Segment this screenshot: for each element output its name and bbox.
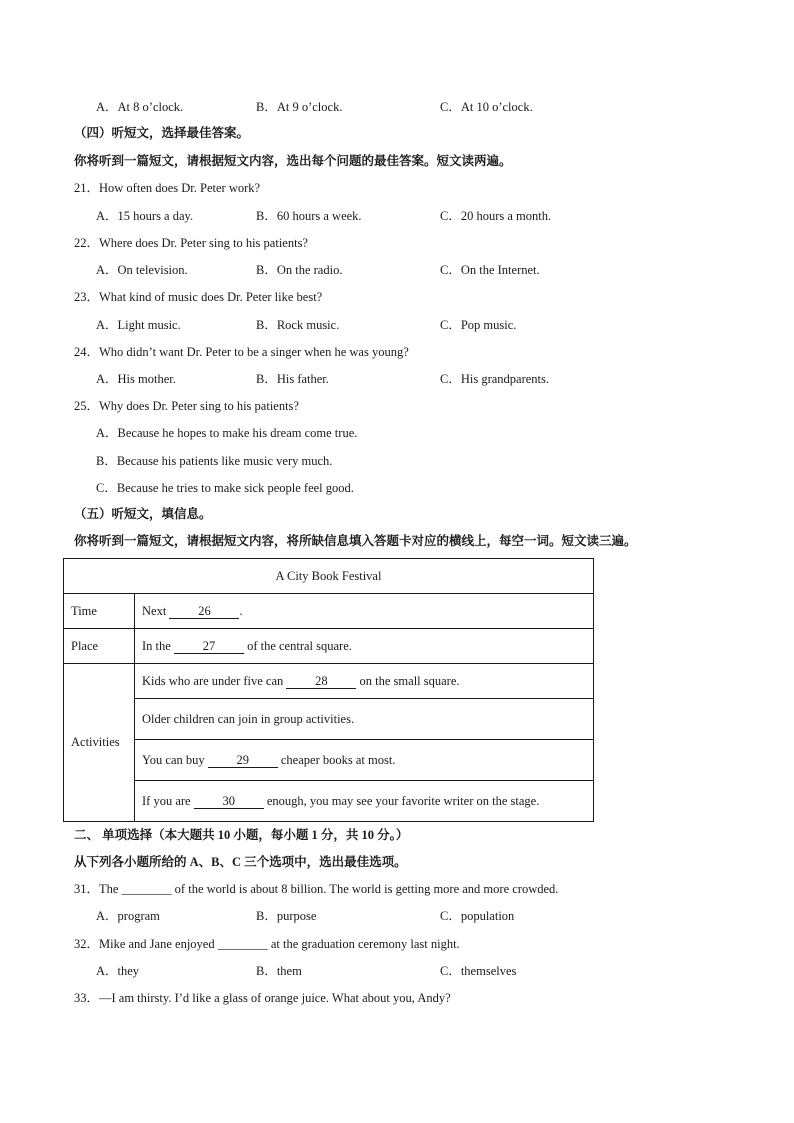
q23-stem: 23．What kind of music does Dr. Peter like best? bbox=[74, 290, 323, 304]
activities-label: Activities bbox=[64, 664, 135, 822]
q23-option-c: C．Pop music. bbox=[440, 318, 517, 332]
q22-option-a: A．On television. bbox=[96, 263, 188, 277]
time-text-before: Next bbox=[142, 603, 170, 618]
part2-instruction: 从下列各小题所给的 A、B、C 三个选项中，选出最佳选项。 bbox=[74, 855, 407, 869]
q25-stem: 25．Why does Dr. Peter sing to his patients? bbox=[74, 399, 299, 413]
part2-title: 二、 单项选择（本大题共 10 小题，每小题 1 分，共 10 分。） bbox=[74, 828, 409, 842]
q31-option-c: C．population bbox=[440, 909, 515, 923]
q23-option-b: B．Rock music. bbox=[256, 318, 340, 332]
blank-30: 30 bbox=[194, 795, 264, 809]
q33-stem: 33．—I am thirsty. I’d like a glass of orange juice. What about you, Andy? bbox=[74, 991, 451, 1005]
blank-26: 26 bbox=[169, 605, 239, 619]
activity-1-text-after: on the small square. bbox=[356, 673, 460, 688]
q23-option-a: A．Light music. bbox=[96, 318, 181, 332]
section4-instruction: 你将听到一篇短文，请根据短文内容，选出每个问题的最佳答案。短文读两遍。 bbox=[74, 154, 512, 168]
q24-stem: 24．Who didn’t want Dr. Peter to be a singer when he was young? bbox=[74, 345, 409, 359]
q32-option-c: C．themselves bbox=[440, 964, 517, 978]
q32-stem: 32．Mike and Jane enjoyed ________ at the graduation ceremony last night. bbox=[74, 937, 460, 951]
q31-stem: 31．The ________ of the world is about 8 billion. The world is getting more and more crowded. bbox=[74, 882, 559, 896]
q21-stem: 21．How often does Dr. Peter work? bbox=[74, 181, 261, 195]
q32-option-a: A．they bbox=[96, 964, 140, 978]
place-cell bbox=[135, 629, 594, 664]
q22-option-b: B．On the radio. bbox=[256, 263, 343, 277]
time-label: Time bbox=[64, 594, 135, 629]
q25-option-c: C．Because he tries to make sick people feel good. bbox=[96, 481, 354, 495]
blank-28: 28 bbox=[286, 675, 356, 689]
activity-4 bbox=[135, 781, 594, 822]
activity-4-text-after: enough, you may see your favorite writer on the stage. bbox=[263, 793, 540, 808]
book-festival-table bbox=[63, 558, 594, 822]
activity-3 bbox=[135, 740, 594, 781]
activity-1 bbox=[135, 664, 594, 699]
q21-option-a: A．15 hours a day. bbox=[96, 209, 194, 223]
section4-title: （四）听短文，选择最佳答案。 bbox=[74, 126, 250, 140]
q32-option-b: B．them bbox=[256, 964, 302, 978]
activity-3-text-before: You can buy bbox=[142, 752, 208, 767]
q25-option-a: A．Because he hopes to make his dream come true. bbox=[96, 426, 358, 440]
q24-option-c: C．His grandparents. bbox=[440, 372, 550, 386]
time-text-after: . bbox=[239, 603, 243, 618]
place-label: Place bbox=[64, 629, 135, 664]
activity-4-text-before: If you are bbox=[142, 793, 194, 808]
q21-option-b: B．60 hours a week. bbox=[256, 209, 362, 223]
q22-stem: 22．Where does Dr. Peter sing to his patients? bbox=[74, 236, 308, 250]
section5-title: （五）听短文，填信息。 bbox=[74, 507, 212, 521]
q21-option-c: C．20 hours a month. bbox=[440, 209, 552, 223]
q25-option-b: B．Because his patients like music very much. bbox=[96, 454, 333, 468]
q22-option-c: C．On the Internet. bbox=[440, 263, 540, 277]
activity-1-text-before: Kids who are under five can bbox=[142, 673, 287, 688]
table-title: A City Book Festival bbox=[64, 559, 594, 594]
q31-option-a: A．program bbox=[96, 909, 160, 923]
q24-option-b: B．His father. bbox=[256, 372, 329, 386]
place-text-before: In the bbox=[142, 638, 174, 653]
q24-option-a: A．His mother. bbox=[96, 372, 176, 386]
activity-3-text-after: cheaper books at most. bbox=[277, 752, 396, 767]
q20-option-a: A．At 8 o’clock. bbox=[96, 100, 184, 114]
section5-instruction: 你将听到一篇短文，请根据短文内容，将所缺信息填入答题卡对应的横线上，每空一词。短文读三遍。 bbox=[74, 534, 637, 548]
blank-29: 29 bbox=[208, 754, 278, 768]
activity-2: Older children can join in group activities. bbox=[135, 699, 594, 740]
place-text-after: of the central square. bbox=[243, 638, 352, 653]
q31-option-b: B．purpose bbox=[256, 909, 317, 923]
q20-option-c: C．At 10 o’clock. bbox=[440, 100, 533, 114]
blank-27: 27 bbox=[174, 640, 244, 654]
time-cell bbox=[135, 594, 594, 629]
q20-option-b: B．At 9 o’clock. bbox=[256, 100, 343, 114]
